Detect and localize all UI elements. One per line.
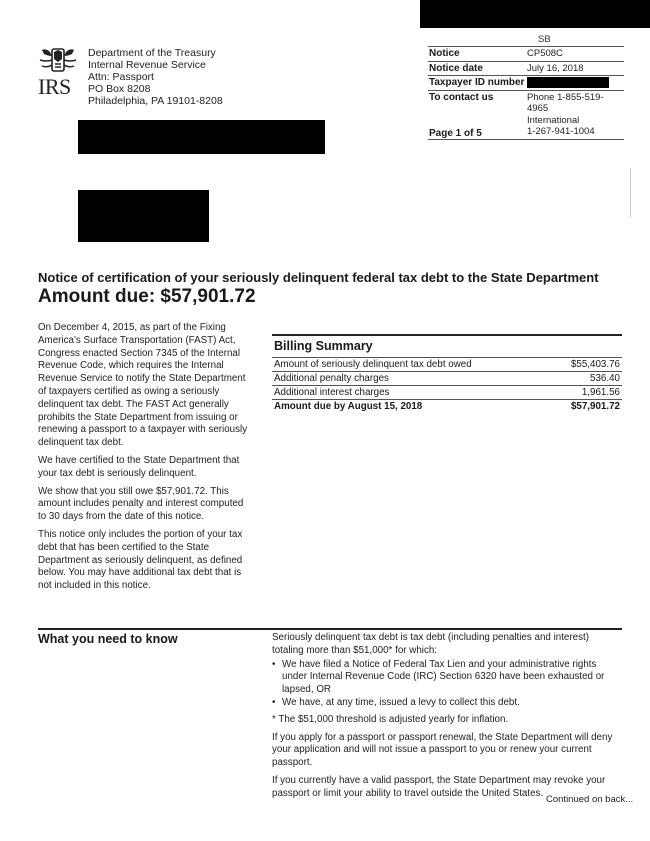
billing-amount: 536.40: [549, 372, 622, 386]
redaction-top-right: [420, 0, 650, 28]
sender-line: PO Box 8208: [88, 83, 151, 95]
billing-total-label: Amount due by August 15, 2018: [272, 400, 549, 414]
irs-logo: [38, 46, 78, 98]
redaction-address-line: [78, 120, 325, 154]
eagle-icon: [38, 46, 78, 76]
paragraph: We have certified to the State Department that your tax debt is seriously delinquent.: [38, 454, 240, 479]
taxpayer-id-value: [526, 76, 624, 91]
passport-denial-paragraph: If you apply for a passport or passport renewal, the State Department will deny your application and will not issue a passport to you or renew your current passport.: [272, 731, 613, 769]
billing-amount: 1,961.56: [549, 386, 622, 400]
taxpayer-id-row: [428, 76, 624, 91]
billing-table: [272, 357, 622, 413]
know-content: [272, 632, 622, 806]
sender-line: Attn: Passport: [88, 71, 154, 83]
notice-code: SB: [538, 34, 551, 45]
billing-title: Billing Summary: [274, 339, 373, 353]
billing-amount: $55,403.76: [549, 358, 622, 372]
notice-title: Notice of certification of your seriously delinquent federal tax debt to the State Department: [38, 270, 599, 285]
taxpayer-id-redaction: [527, 77, 609, 88]
irs-logo-text: IRS: [38, 74, 71, 99]
section-divider: [38, 628, 622, 630]
sender-line: Department of the Treasury: [88, 47, 216, 59]
notice-date-row: [428, 61, 624, 76]
amount-due-heading: Amount due: $57,901.72: [38, 286, 256, 307]
billing-summary: [272, 334, 622, 413]
billing-total-amount: $57,901.72: [549, 400, 622, 414]
sender-address: [88, 47, 223, 107]
billing-row: [272, 358, 622, 372]
sender-line: Philadelphia, PA 19101-8208: [88, 95, 223, 107]
sender-line: Internal Revenue Service: [88, 59, 206, 71]
paragraph: This notice only includes the portion of your tax debt that has been certified to the State Department as seriously delinquent, as defined below. You may have additional tax debt that is not included in this notice.: [38, 528, 243, 592]
billing-label: Additional penalty charges: [272, 372, 549, 386]
section-heading: What you need to know: [38, 632, 178, 646]
billing-label: Amount of seriously delinquent tax debt owed: [272, 358, 549, 372]
notice-row: [428, 47, 624, 62]
criteria-list: [272, 659, 622, 710]
passport-revocation-paragraph: If you currently have a valid passport, the State Department may revoke your passport or limit your ability to travel outside the United States.: [272, 774, 606, 799]
contact-value: Phone 1-855-519-4965 International 1-267-941-1004: [526, 90, 624, 139]
contact-label: To contact us: [428, 90, 526, 139]
paragraph: We show that you still owe $57,901.72. This amount includes penalty and interest computed to 30 days from the date of this notice.: [38, 485, 244, 523]
notice-value: CP508C: [526, 47, 624, 62]
notice-date-label: Notice date: [428, 61, 526, 76]
explanation-column: [38, 322, 250, 598]
taxpayer-id-label: Taxpayer ID number: [428, 76, 526, 91]
scan-artifact: [630, 168, 631, 218]
page-number: Page 1 of 5: [429, 128, 482, 139]
paragraph: On December 4, 2015, as part of the Fixing America’s Surface Transportation (FAST) Act, Congress enacted Section 7345 of the Internal Revenue Code, which requires the Internal Revenue Service to notify the State Department of taxpayers certified as owing a seriously delinquent tax debt. The FAST Act generally prohibits the State Department from issuing or renewing a passport to a taxpayer with seriously delinquent tax debt.: [38, 322, 248, 449]
know-intro: Seriously delinquent tax debt is tax debt (including penalties and interest) totaling more than $51,000* for which:: [272, 632, 589, 656]
billing-label: Additional interest charges: [272, 386, 549, 400]
notice-info-table: [428, 46, 624, 140]
redaction-address-block: [78, 190, 209, 242]
list-item: • We have, at any time, issued a levy to collect this debt.: [272, 697, 622, 710]
billing-row: [272, 386, 622, 400]
billing-total-row: [272, 400, 622, 414]
threshold-footnote: * The $51,000 threshold is adjusted yearly for inflation.: [272, 713, 509, 725]
continued-note: Continued on back...: [546, 794, 634, 805]
notice-date-value: July 16, 2018: [526, 61, 624, 76]
list-item: • We have filed a Notice of Federal Tax Lien and your administrative rights under Internal Revenue Code (IRC) Section 6320 have been exhausted or lapsed, OR: [272, 659, 622, 697]
notice-label: Notice: [428, 47, 526, 62]
billing-row: [272, 372, 622, 386]
